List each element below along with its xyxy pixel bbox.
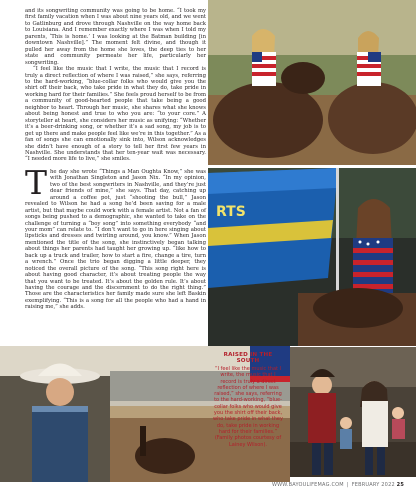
- article-column: [25, 8, 206, 311]
- footer-website[interactable]: WWW.BAYOULIFEMAG.COM: [271, 482, 344, 488]
- flag-text: RTS: [216, 204, 246, 220]
- drop-cap: T: [25, 162, 48, 202]
- footer-issue: FEBRUARY 2022: [351, 482, 395, 488]
- photo-family-portrait: [290, 347, 416, 477]
- photo-girls-on-horses: [208, 0, 416, 165]
- caption-title: RAISED IN THE SOUTH: [223, 352, 273, 364]
- page-footer: [272, 482, 404, 488]
- footer-separator: |: [346, 482, 349, 488]
- caption-body: “I feel like the music that I write, the music that I record is truly a direct reflection of where I was raised,” she says, referring to the hard-working, “blue-collar folks who would give you the shirt off their back, who take pride in what they do, take pride in working hard for their families.” (Family photos courtesy of Lainey Wilson).: [213, 366, 283, 448]
- photo-rodeo-flag: [208, 168, 416, 346]
- photo-caption: [208, 349, 288, 448]
- page-number: 25: [396, 482, 404, 488]
- article-paragraph-2: “I feel like the music that I write, the music that I record is truly a direct reflection of where I was raised,” she says, referring to the hard-working, “blue-collar folks who would give you the shirt off their back, who take pride in what they do, take pride in working hard for their families.” She feels proud herself to be from a community of good-hearted people that take being a good neighbor to heart. Through her music, she shares what she knows about being honest and true to who you are: “to your core.” A storyteller at heart, she considers her music as unifying: “Whether it’s a beer-drinking song, or whether it’s a sad song, my job is to get up there and make people feel like we’re in this together.” As a fan of songs she can emotionally sink into, Wilson acknowledges she didn’t have enough of a story to tell her first few years in Nashville. She understands that her ten-year wait was necessary. “I needed more life to live,” she smiles.: [25, 66, 206, 163]
- article-paragraph-1: and its songwriting community was going to be home. “I took my first family vacation when I was about nine years old, and we went to Gatlinburg and drove through Nashville on the way home back to Louisiana. And I remember exactly where I was when I told my parents, ‘This is home.’ I was looking at the Batman building [in downtown Nashville].” The moment felt divine, and though it pulled her away from the home she loves, the deep ties to her state and community permeate her life, particularly her songwriting.: [25, 8, 206, 66]
- article-paragraph-3: [25, 162, 206, 311]
- article-paragraph-3-text: he day she wrote “Things a Man Oughta Know,” she was with Jonathan Singleton and Jason Nix. “In my opinion, two of the best songwriters in Nashville, and they’re just dear friends of mine,” she says. That day, catching up around a coffee pot, just “shooting the bull,” Jason revealed to Wilson he had a song he’d been saving for a male artist, but that maybe could work with a female artist. Not a fan of songs being pushed to a demographic, she wanted to take on the challenge of turning a “boy song” into something everybody “and your mom” can relate to. “I don’t want to go in here singing about lipsticks and dresses and twirling around, you know.” When Jason mentioned the title of the song, she instinctively began talking about things her parents had taught her growing up. “like how to back up a truck and trailer, how to start a fire, change a tire, turn a wrench.” Once the trio began digging a little deeper, they noticed the overall picture of the song. “This song right here is about having good character, it’s about treating people the way that you want to be treated. It’s about the golden rule. It’s about having the courage and the discernment to do the right thing.” Those are the characteristics her family made sure she left Baskin exemplifying. “This is a song for all the people who had a hand in raising me,” she adds.: [25, 168, 206, 311]
